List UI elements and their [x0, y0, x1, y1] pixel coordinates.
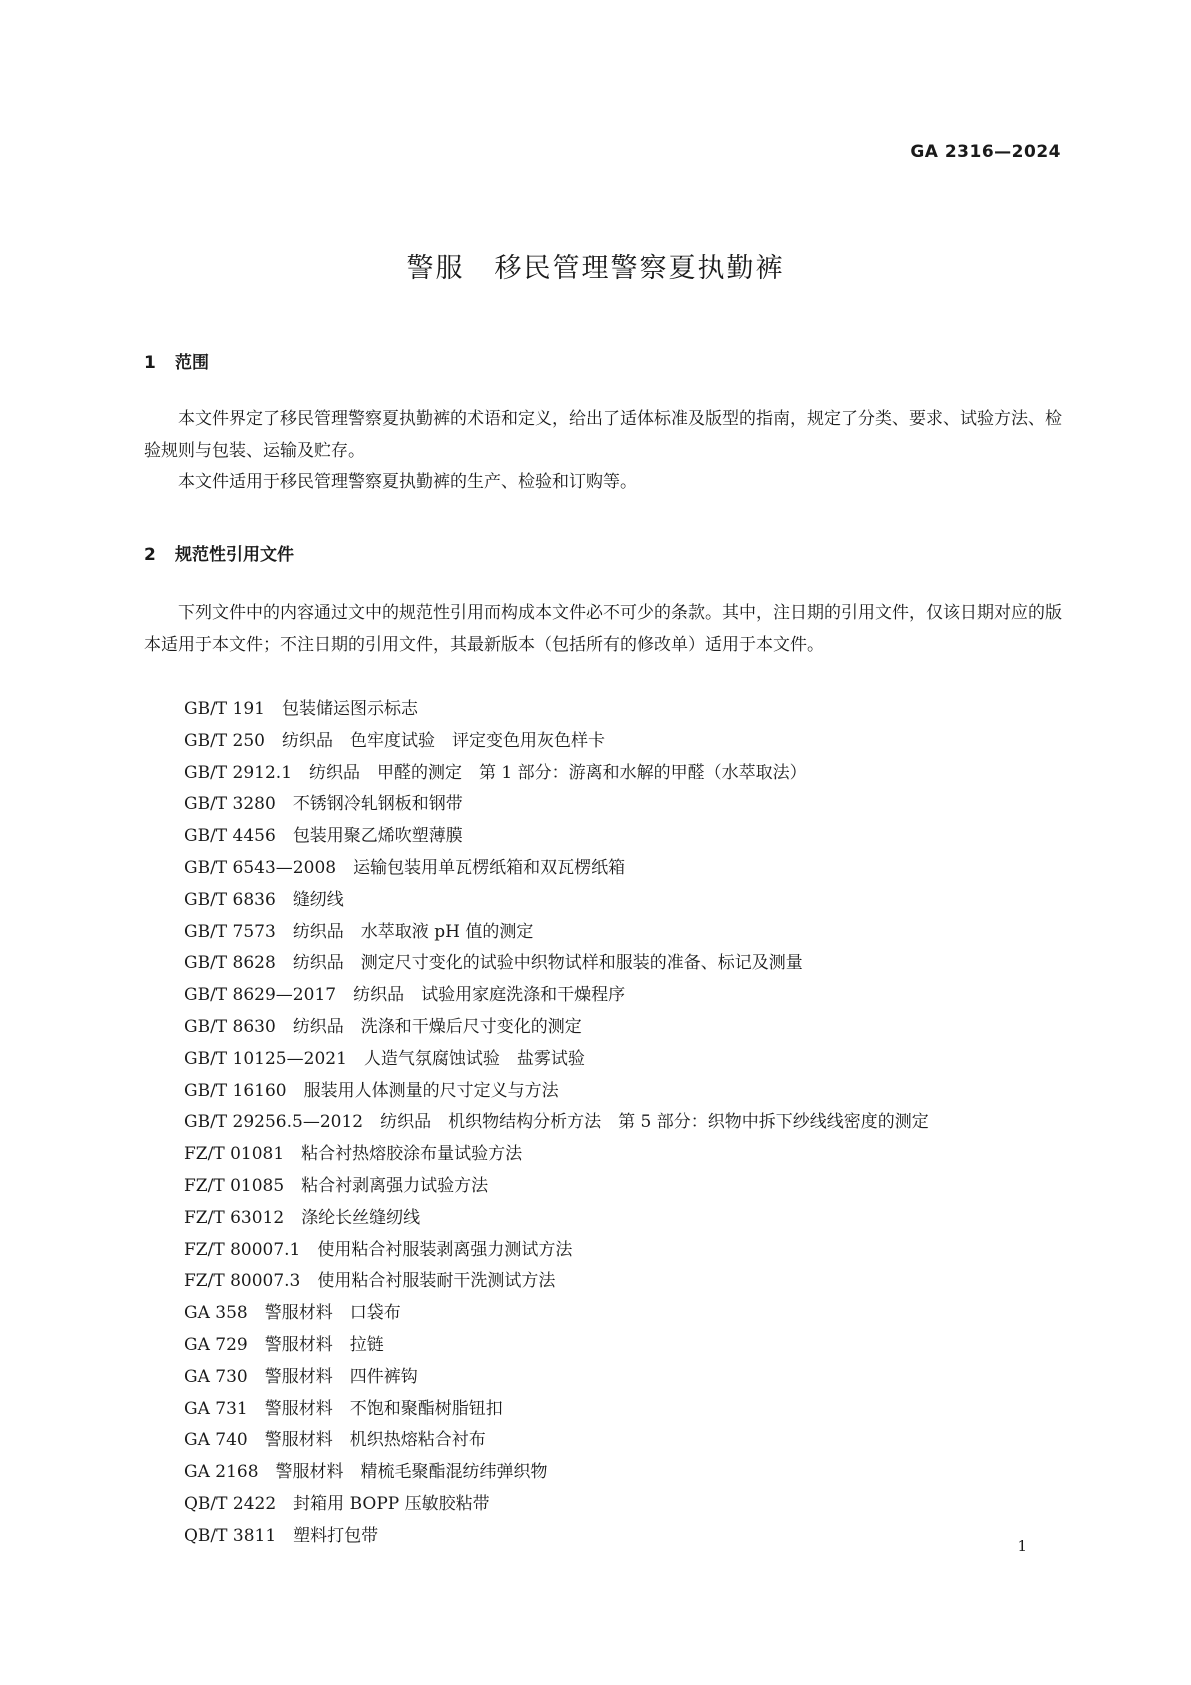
document-title-part1: 警服	[406, 253, 465, 284]
reference-item	[184, 726, 929, 758]
reference-item	[184, 885, 929, 917]
reference-title: 人造气氛腐蚀试验 盐雾试验	[363, 1048, 585, 1069]
reference-item	[184, 1076, 929, 1108]
document-title	[0, 246, 1191, 285]
reference-title: 粘合衬剥离强力试验方法	[301, 1175, 489, 1196]
reference-item	[184, 1235, 929, 1267]
reference-title: 纺织品 色牢度试验 评定变色用灰色样卡	[282, 730, 605, 751]
reference-code: FZ/T 63012	[184, 1207, 285, 1228]
reference-item	[184, 1171, 929, 1203]
reference-item	[184, 1457, 929, 1489]
reference-item	[184, 1425, 929, 1457]
reference-title: 粘合衬热熔胶涂布量试验方法	[301, 1144, 523, 1165]
reference-title: 包装用聚乙烯吹塑薄膜	[292, 826, 463, 847]
reference-item	[184, 1107, 929, 1139]
reference-item	[184, 917, 929, 949]
reference-item	[184, 1139, 929, 1171]
reference-title: 警服材料 机织热熔粘合衬布	[264, 1430, 486, 1451]
reference-item	[184, 1330, 929, 1362]
reference-item	[184, 1298, 929, 1330]
reference-code: GB/T 29256.5—2012	[184, 1112, 364, 1133]
reference-item	[184, 1362, 929, 1394]
reference-title: 封箱用 BOPP 压敏胶粘带	[293, 1493, 490, 1514]
reference-title: 纺织品 水萃取液 pH 值的测定	[292, 921, 534, 942]
section-2-heading	[144, 540, 294, 565]
reference-code: GA 731	[184, 1398, 248, 1419]
reference-code: GA 730	[184, 1366, 248, 1387]
reference-item	[184, 1203, 929, 1235]
reference-title: 警服材料 不饱和聚酯树脂钮扣	[264, 1398, 503, 1419]
reference-code: GB/T 2912.1	[184, 762, 293, 783]
reference-title: 涤纶长丝缝纫线	[301, 1207, 421, 1228]
reference-title: 警服材料 四件裤钩	[264, 1366, 418, 1387]
reference-code: GB/T 8629—2017	[184, 985, 337, 1006]
reference-title: 警服材料 精梳毛聚酯混纺纬弹织物	[275, 1462, 548, 1483]
reference-item	[184, 948, 929, 980]
document-title-part2: 移民管理警察夏执勤裤	[494, 253, 785, 284]
reference-code: GB/T 4456	[184, 826, 276, 847]
section-2-body	[144, 598, 1062, 661]
reference-item	[184, 1266, 929, 1298]
section-1-heading	[144, 348, 209, 373]
reference-code: QB/T 2422	[184, 1493, 277, 1514]
reference-item	[184, 789, 929, 821]
section-1-paragraph-1: 本文件界定了移民管理警察夏执勤裤的术语和定义，给出了适体标准及版型的指南，规定了分类、要求、试验方法、检验规则与包装、运输及贮存。	[144, 409, 1062, 461]
reference-item	[184, 1521, 929, 1553]
reference-title: 纺织品 甲醛的测定 第 1 部分：游离和水解的甲醛（水萃取法）	[309, 762, 807, 783]
reference-title: 不锈钢冷轧钢板和钢带	[292, 794, 463, 815]
reference-title: 警服材料 口袋布	[264, 1303, 401, 1324]
reference-code: GB/T 6836	[184, 889, 276, 910]
reference-title: 服装用人体测量的尺寸定义与方法	[303, 1080, 559, 1101]
reference-item	[184, 1489, 929, 1521]
reference-title: 使用粘合衬服装耐干洗测试方法	[317, 1271, 556, 1292]
reference-code: GA 729	[184, 1334, 248, 1355]
section-2-paragraph-1: 下列文件中的内容通过文中的规范性引用而构成本文件必不可少的条款。其中，注日期的引用文件，仅该日期对应的版本适用于本文件；不注日期的引用文件，其最新版本（包括所有的修改单）适用于本文件。	[144, 603, 1062, 655]
reference-code: GB/T 16160	[184, 1080, 287, 1101]
reference-code: GA 740	[184, 1430, 248, 1451]
reference-title: 包装储运图示标志	[282, 699, 418, 719]
reference-item	[184, 1044, 929, 1076]
reference-item	[184, 694, 929, 726]
reference-code: GB/T 10125—2021	[184, 1048, 347, 1069]
reference-item	[184, 821, 929, 853]
reference-item	[184, 853, 929, 885]
reference-title: 塑料打包带	[293, 1525, 379, 1546]
reference-title: 缝纫线	[292, 889, 344, 910]
reference-title: 使用粘合衬服装剥离强力测试方法	[317, 1239, 573, 1260]
reference-code: QB/T 3811	[184, 1525, 277, 1546]
section-2-title: 规范性引用文件	[175, 545, 294, 565]
reference-title: 纺织品 试验用家庭洗涤和干燥程序	[353, 985, 626, 1006]
reference-code: GB/T 3280	[184, 794, 276, 815]
reference-title: 纺织品 洗涤和干燥后尺寸变化的测定	[292, 1016, 582, 1037]
reference-item	[184, 1394, 929, 1426]
reference-item	[184, 758, 929, 790]
reference-code: FZ/T 80007.1	[184, 1239, 301, 1260]
reference-code: GB/T 6543—2008	[184, 857, 337, 878]
section-1-title: 范围	[175, 353, 209, 373]
reference-code: FZ/T 80007.3	[184, 1271, 301, 1292]
reference-title: 纺织品 机织物结构分析方法 第 5 部分：织物中拆下纱线线密度的测定	[380, 1112, 929, 1133]
page-number: 1	[1017, 1537, 1027, 1555]
reference-code: GB/T 7573	[184, 921, 276, 942]
reference-title: 纺织品 测定尺寸变化的试验中织物试样和服装的准备、标记及测量	[292, 953, 803, 974]
reference-title: 运输包装用单瓦楞纸箱和双瓦楞纸箱	[353, 857, 626, 878]
section-2-number: 2	[144, 545, 156, 565]
reference-code: GB/T 191	[184, 699, 265, 719]
reference-code: GA 2168	[184, 1462, 259, 1483]
reference-code: GA 358	[184, 1303, 248, 1324]
section-1-paragraph-2: 本文件适用于移民管理警察夏执勤裤的生产、检验和订购等。	[178, 472, 637, 492]
section-1-body	[144, 404, 1062, 499]
reference-code: FZ/T 01085	[184, 1175, 285, 1196]
reference-code: GB/T 8628	[184, 953, 276, 974]
reference-code: GB/T 250	[184, 730, 265, 751]
reference-code: FZ/T 01081	[184, 1144, 285, 1165]
reference-code: GB/T 8630	[184, 1016, 276, 1037]
standard-code: GA 2316—2024	[910, 142, 1061, 162]
section-1-number: 1	[144, 353, 156, 373]
reference-item	[184, 980, 929, 1012]
normative-reference-list	[184, 694, 929, 1553]
reference-item	[184, 1012, 929, 1044]
reference-title: 警服材料 拉链	[264, 1334, 384, 1355]
